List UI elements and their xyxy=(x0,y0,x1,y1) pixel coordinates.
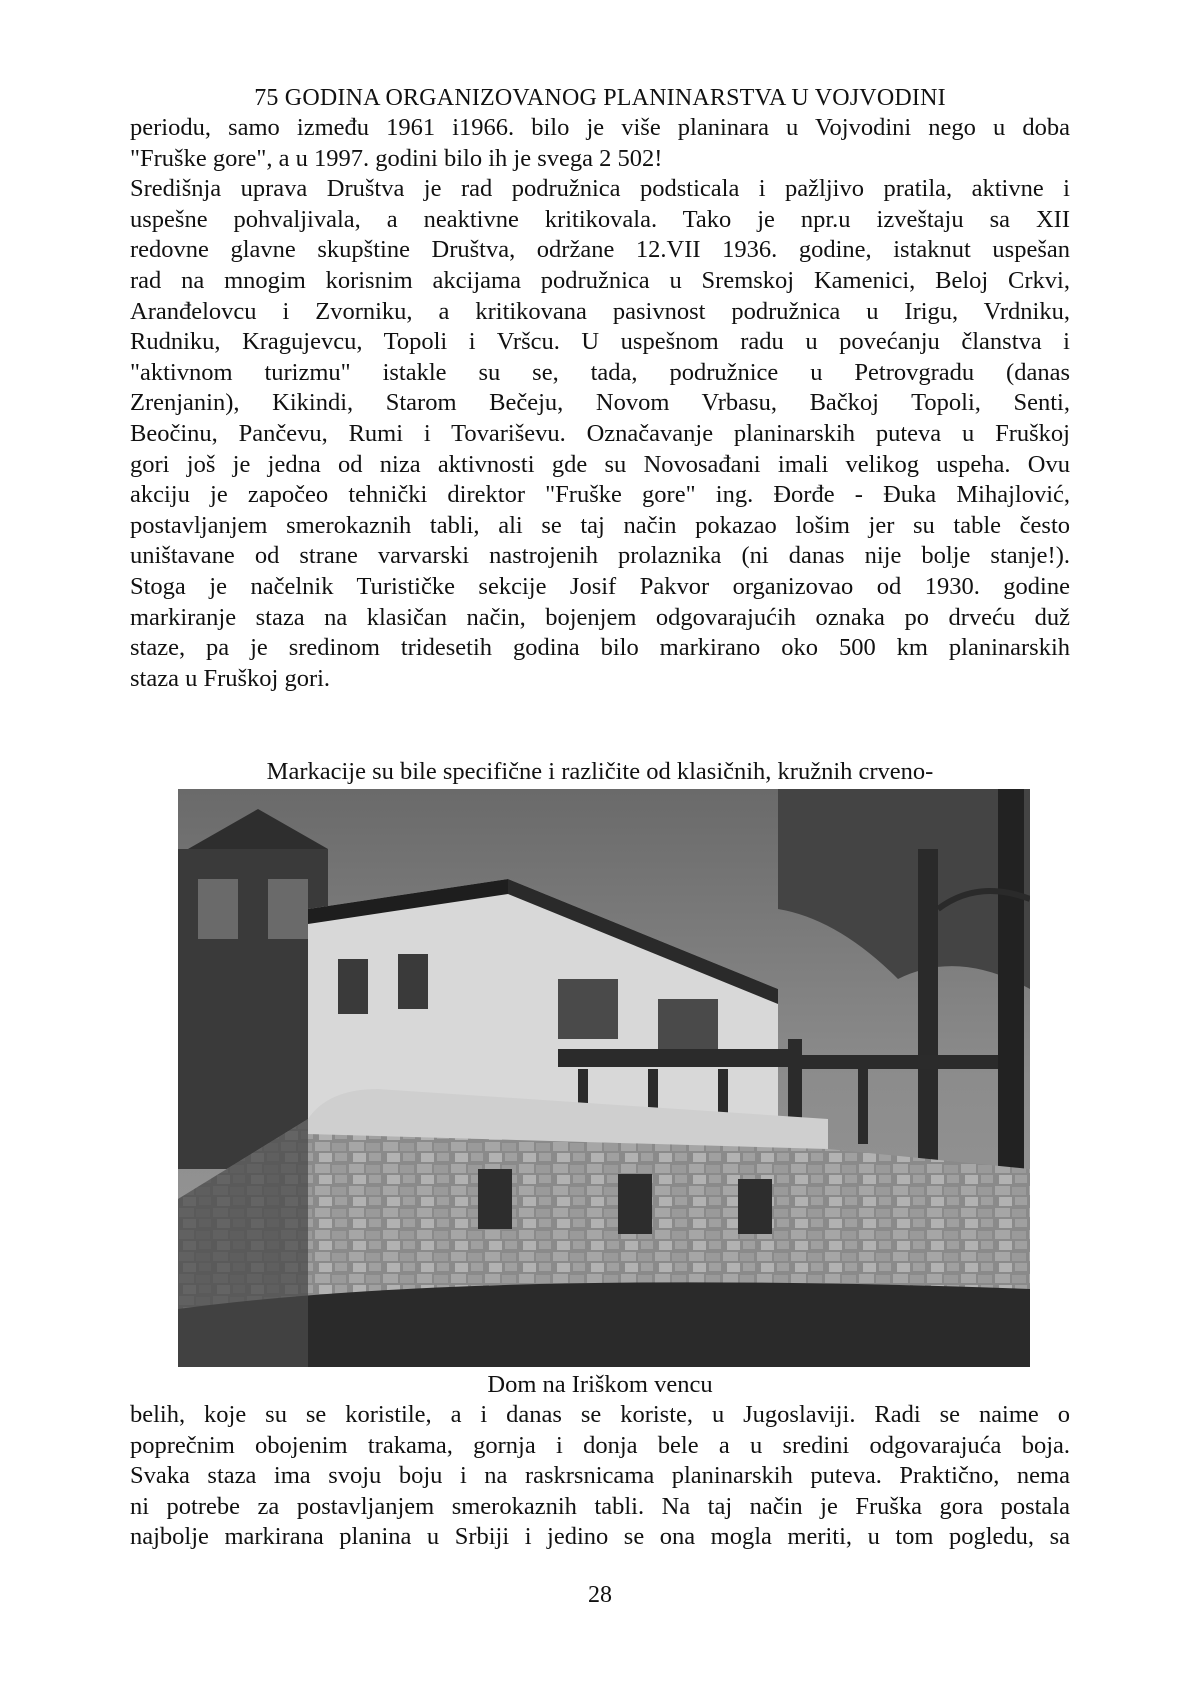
photo-caption: Dom na Iriškom vencu xyxy=(487,1371,713,1398)
text-line: Zrenjanin), Kikindi, Starom Bečeju, Novom Vrbasu, Bačkoj Topoli, Senti, xyxy=(130,389,1070,417)
running-header: 75 GODINA ORGANIZOVANOG PLANINARSTVA U VOJVODINI xyxy=(254,85,946,111)
text-line: Središnja uprava Društva je rad podružnica podsticala i pažljivo pratila, aktivne i xyxy=(130,175,1070,203)
text-line: poprečnim obojenim trakama, gornja i donja bele a u sredini odgovarajuća boja. xyxy=(130,1431,1070,1459)
text-line: ni potrebe za postavljanjem smerokaznih tabli. Na taj način je Fruška gora postala xyxy=(130,1492,1070,1520)
text-line: Rudniku, Kragujevcu, Topoli i Vršcu. U uspešnom radu u povećanju članstva i xyxy=(130,328,1070,356)
body-paragraph-bottom xyxy=(130,1400,1070,1553)
text-line: rad na mnogim korisnim akcijama podružnica u Sremskoj Kamenici, Beloj Crkvi, xyxy=(130,266,1070,294)
paragraph-lead-line: Markacije su bile specifične i različite od klasičnih, kružnih crveno- xyxy=(266,758,934,785)
page-number: 28 xyxy=(588,1582,612,1608)
text-line: Svaka staza ima svoju boju i na raskrsnicama planinarskih puteva. Praktično, nema xyxy=(130,1462,1070,1490)
building-photo xyxy=(178,789,1030,1367)
text-line: najbolje markirana planina u Srbiji i jedino se ona mogla meriti, u tom pogledu, sa xyxy=(130,1523,1070,1551)
text-line: gori još je jedna od niza aktivnosti gde su Novosađani imali velikog uspeha. Ovu xyxy=(130,450,1070,478)
text-line: uništavane od strane varvarski nastrojenih prolaznika (ni danas nije bolje stanje!). xyxy=(130,542,1070,570)
text-line: postavljanjem smerokaznih tabli, ali se taj način pokazao lošim jer su table često xyxy=(130,511,1070,539)
text-line: akciju je započeo tehnički direktor "Fruške gore" ing. Đorđe - Đuka Mihajlović, xyxy=(130,481,1070,509)
text-line: "aktivnom turizmu" istakle su se, tada, podružnice u Petrovgradu (danas xyxy=(130,358,1070,386)
text-line: staza u Fruškoj gori. xyxy=(130,664,331,692)
text-line: redovne glavne skupštine Društva, održane 12.VII 1936. godine, istaknut uspešan xyxy=(130,236,1070,264)
text-line: "Fruške gore", a u 1997. godini bilo ih je svega 2 502! xyxy=(130,144,663,172)
text-line: uspešne pohvaljivala, a neaktivne kritikovala. Tako je npr.u izveštaju sa XII xyxy=(130,205,1070,233)
text-line: staze, pa je sredinom tridesetih godina bilo markirano oko 500 km planinarskih xyxy=(130,634,1070,662)
text-line: markiranje staza na klasičan način, bojenjem odgovarajućih oznaka po drveću duž xyxy=(130,603,1070,631)
body-paragraph-top xyxy=(130,113,1070,694)
text-line: Stoga je načelnik Turističke sekcije Josif Pakvor organizovao od 1930. godine xyxy=(130,572,1070,600)
text-line: Aranđelovcu i Zvorniku, a kritikovana pasivnost podružnica u Irigu, Vrdniku, xyxy=(130,297,1070,325)
text-line: periodu, samo između 1961 i1966. bilo je više planinara u Vojvodini nego u doba xyxy=(130,114,1070,141)
text-line: Beočinu, Pančevu, Rumi i Tovariševu. Označavanje planinarskih puteva u Fruškoj xyxy=(130,419,1070,447)
text-line: belih, koje su se koristile, a i danas se koriste, u Jugoslaviji. Radi se naime o xyxy=(130,1401,1070,1428)
